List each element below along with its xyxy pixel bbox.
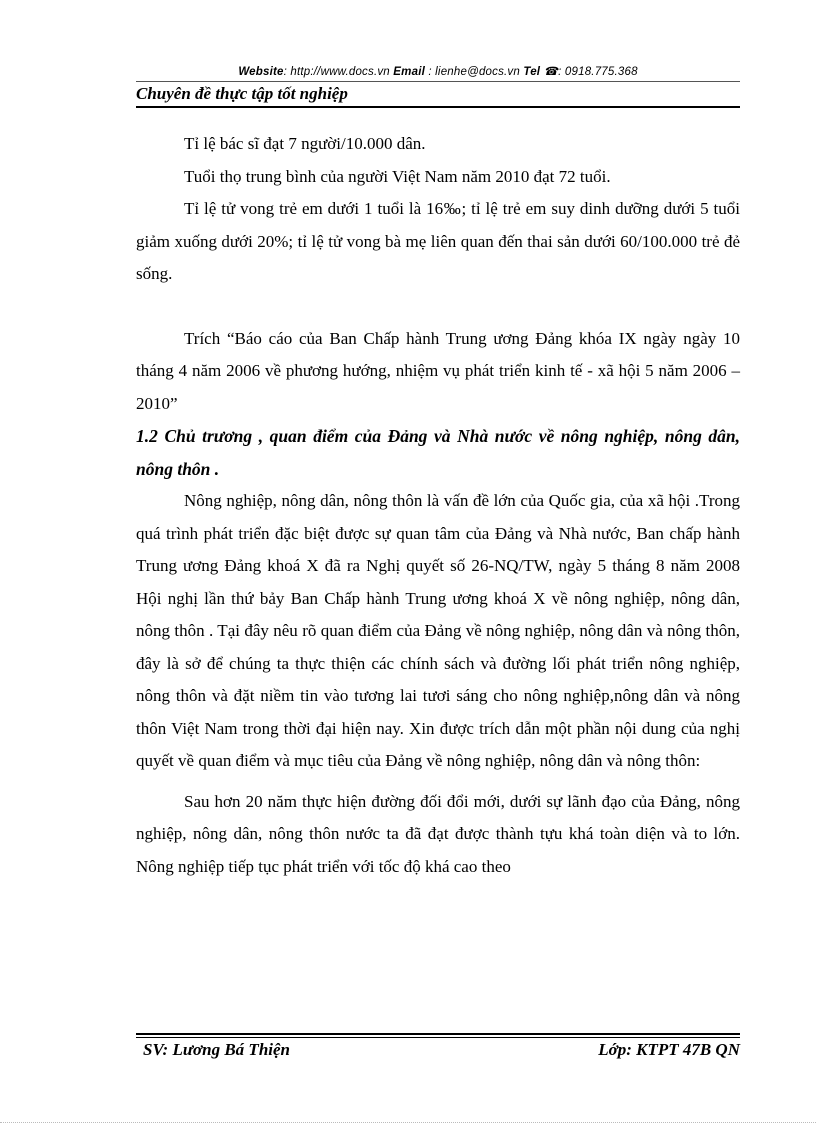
tel-value: : 0918.775.368 — [558, 66, 638, 78]
section-heading: 1.2 Chủ trương , quan điểm của Đảng và Nhà nước về nông nghiệp, nông dân, nông thôn . — [136, 426, 740, 479]
paragraph-doctor-ratio: Tỉ lệ bác sĩ đạt 7 người/10.000 dân. — [184, 134, 426, 153]
paragraph-agriculture-policy: Nông nghiệp, nông dân, nông thôn là vấn đề lớn của Quốc gia, của xã hội .Trong quá trình phát triển đặc biệt được sự quan tâm của Đảng và Nhà nước, Ban chấp hành Trung ương Đảng khoá X đã ra Nghị quyết số 26-NQ/TW, ngày 5 tháng 8 năm 2008 Hội nghị lần thứ bảy Ban Chấp hành Trung ương khoá X về nông nghiệp, nông dân, nông thôn . Tại đây nêu rõ quan điểm của Đảng về nông nghiệp, nông dân và nông thôn, đây là sở để chúng ta thực thiện các chính sách và đường lối phát triển nông nghiệp, nông thôn và đặt niềm tin vào tương lai tươi sáng cho nông nghiệp,nông dân và nông thôn Việt Nam trong thời đại hiện nay. Xin được trích dẫn một phần nội dung của nghị quyết về quan điểm và mục tiêu của Đảng về nông nghiệp, nông dân và nông thôn: — [136, 491, 740, 770]
paragraph-life-expectancy: Tuổi thọ trung bình của người Việt Nam năm 2010 đạt 72 tuổi. — [184, 166, 611, 186]
header-rule-thin — [136, 81, 740, 82]
paragraph-citation: Trích “Báo cáo của Ban Chấp hành Trung ương Đảng khóa IX ngày ngày 10 tháng 4 năm 2006 về phương hướng, nhiệm vụ phát triển kinh tế - xã hội 5 năm 2006 – 2010” — [136, 328, 740, 413]
tel-label: Tel — [523, 66, 541, 78]
paragraph-renovation: Sau hơn 20 năm thực hiện đường đối đổi mới, dưới sự lãnh đạo của Đảng, nông nghiệp, nông dân, nông thôn nước ta đã đạt được thành tựu khá toàn diện và to lớn. Nông nghiệp tiếp tục phát triển với tốc độ khá cao theo — [136, 791, 740, 876]
footer-student: SV: Lương Bá Thiện — [143, 1040, 290, 1059]
paragraph-mortality: Tỉ lệ tử vong trẻ em dưới 1 tuổi là 16‰; tỉ lệ trẻ em suy dinh dưỡng dưới 5 tuổi giảm xuống dưới 20%; tỉ lệ tử vong bà mẹ liên quan đến thai sản dưới 60/100.000 trẻ đẻ sống. — [136, 199, 740, 283]
email-label: Email — [393, 66, 425, 78]
website-label: Website — [238, 66, 284, 78]
website-header — [136, 64, 740, 78]
phone-icon: ☎ — [543, 66, 559, 78]
page-body — [136, 128, 740, 883]
email-value[interactable]: : lienhe@docs.vn — [428, 66, 520, 78]
header-rule-thick — [136, 106, 740, 108]
website-url[interactable]: : http://www.docs.vn — [283, 66, 390, 78]
document-title: Chuyên đề thực tập tốt nghiệp — [136, 84, 348, 103]
footer-rule-thin — [136, 1037, 740, 1038]
footer-class: Lớp: KTPT 47B QN — [598, 1040, 740, 1059]
footer-rule-thick — [136, 1033, 740, 1035]
